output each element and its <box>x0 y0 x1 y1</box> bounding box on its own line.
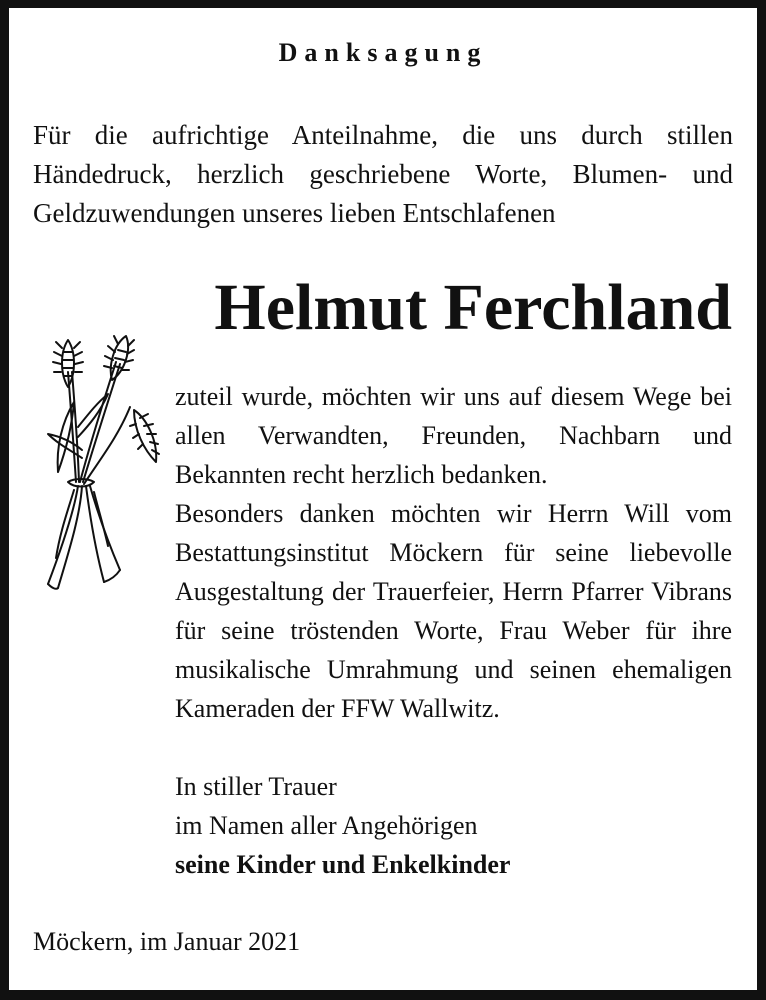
special-thanks-paragraph: Besonders danken möchten wir Herrn Will vom Bestattungsinstitut Möckern für seine liebevolle Ausgestaltung der Trauerfeier, Herrn Pfarrer Vibrans für seine tröstenden Worte, Frau Weber für ihre musikalische Umrahmung und seinen ehemaligen Kameraden der FFW Wallwitz. <box>175 499 732 723</box>
intro-text: Für die aufrichtige Anteilnahme, die uns durch stillen Händedruck, herzlich geschriebene Worte, Blumen- und Geldzuwendungen unseres lieben Entschlafenen <box>33 120 733 228</box>
signature-line-family: seine Kinder und Enkelkinder <box>175 850 511 879</box>
thanks-body <box>175 377 732 728</box>
place-date: Möckern, im Januar 2021 <box>33 927 301 956</box>
thanks-paragraph: zuteil wurde, möchten wir uns auf diesem Wege bei allen Verwandten, Freunden, Nachbarn und Bekannten recht herzlich bedanken. <box>175 382 732 489</box>
deceased-name: Helmut Ferchland <box>214 271 732 344</box>
signature-line-relatives: im Namen aller Angehörigen <box>175 811 478 840</box>
signature-line-mourning: In stiller Trauer <box>175 772 337 801</box>
wheat-bundle-icon <box>38 332 166 594</box>
signature-block <box>175 767 732 884</box>
notice-heading: Danksagung <box>278 38 488 67</box>
